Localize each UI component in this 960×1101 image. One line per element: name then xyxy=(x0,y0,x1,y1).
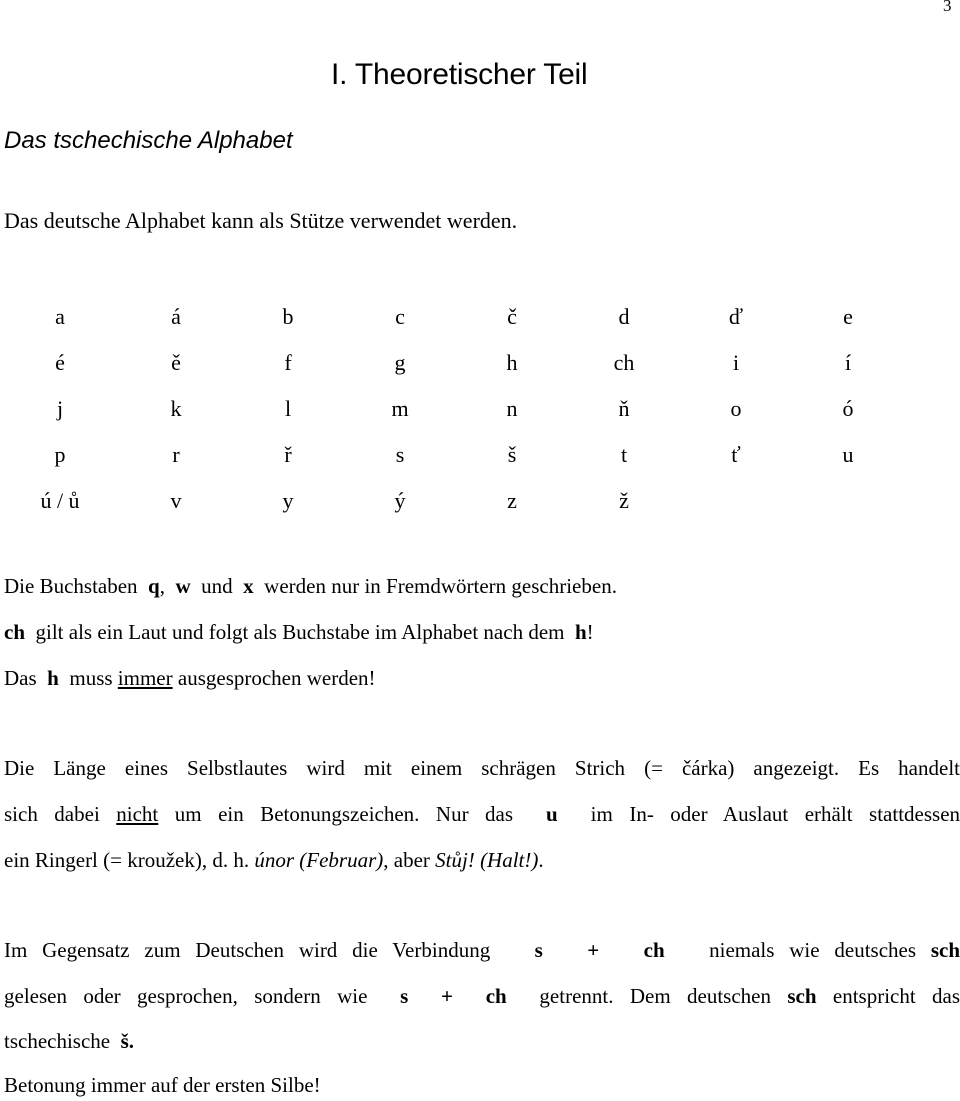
alphabet-letter: ú / ů xyxy=(40,488,80,513)
alphabet-letter: í xyxy=(844,350,852,375)
text: werden nur in Fremdwörtern geschrieben. xyxy=(264,574,617,598)
page-number: 3 xyxy=(943,0,952,15)
alphabet-letter: ch xyxy=(613,350,635,375)
letter-w: w xyxy=(175,574,191,598)
h-rule-line xyxy=(4,666,376,691)
intro-text: Das deutsche Alphabet kann als Stütze verwendet werden. xyxy=(4,208,518,233)
alphabet-row xyxy=(0,432,904,478)
alphabet-letter: h xyxy=(506,350,518,375)
alphabet-letter: v xyxy=(170,488,182,513)
letter-x: x xyxy=(243,574,254,598)
text: . xyxy=(538,848,544,872)
plus-sign: + xyxy=(441,984,453,1008)
letters-sch: sch xyxy=(930,938,960,962)
alphabet-letter: ý xyxy=(394,488,406,513)
alphabet-letter: á xyxy=(171,304,181,329)
alphabet-letter: f xyxy=(284,350,292,375)
alphabet-letter: ď xyxy=(728,304,744,329)
text: gelesen oder gesprochen, sondern wie xyxy=(4,984,368,1008)
alphabet-letter: a xyxy=(55,304,65,329)
text: um ein Betonungszeichen. Nur das xyxy=(174,802,514,826)
text: , xyxy=(159,574,165,598)
page-title: I. Theoretischer Teil xyxy=(331,58,588,91)
alphabet-letter: ž xyxy=(619,488,629,513)
alphabet-row xyxy=(0,340,904,386)
alphabet-letter: c xyxy=(395,304,405,329)
alphabet-letter: j xyxy=(56,396,64,421)
section-heading: Das tschechische Alphabet xyxy=(4,127,293,154)
alphabet-letter: l xyxy=(284,396,292,421)
text: sich dabei xyxy=(4,802,100,826)
underlined-word: nicht xyxy=(116,802,159,826)
text: getrennt. Dem deutschen xyxy=(539,984,771,1008)
text: Das xyxy=(4,666,37,690)
text: ein Ringerl (= kroužek), d. h. xyxy=(4,848,250,872)
alphabet-letter: o xyxy=(730,396,742,421)
alphabet-letter: i xyxy=(732,350,740,375)
text: ausgesprochen werden! xyxy=(177,666,376,690)
alphabet-letter: š xyxy=(507,442,517,467)
alphabet-letter: r xyxy=(172,442,180,467)
text: entspricht das xyxy=(832,984,960,1008)
alphabet-letter: m xyxy=(391,396,409,421)
letters-sch: sch xyxy=(787,984,817,1008)
text: Die Buchstaben xyxy=(4,574,138,598)
letter-ch: ch xyxy=(643,938,665,962)
alphabet-row xyxy=(0,478,904,524)
alphabet-letter: b xyxy=(282,304,294,329)
alphabet-letter: g xyxy=(394,350,406,375)
alphabet-letter: n xyxy=(506,396,518,421)
example-word: Stůj! (Halt!) xyxy=(435,848,539,872)
plus-sign: + xyxy=(587,938,600,962)
sch-rule-line-1 xyxy=(4,938,960,963)
letter-s: s xyxy=(534,938,543,962)
length-rule-line-1: Die Länge eines Selbstlautes wird mit einem schrägen Strich (= čárka) angezeigt. Es handelt xyxy=(4,756,960,780)
letter-q: q xyxy=(148,574,160,598)
alphabet-letter: č xyxy=(507,304,517,329)
alphabet-letter: d xyxy=(618,304,630,329)
letter-s: s xyxy=(400,984,409,1008)
example-word: únor (Februar) xyxy=(254,848,384,872)
alphabet-letter: ř xyxy=(284,442,292,467)
stress-rule: Betonung immer auf der ersten Silbe! xyxy=(4,1073,321,1097)
text: niemals wie deutsches xyxy=(709,938,917,962)
text: gilt als ein Laut und folgt als Buchstabe im Alphabet nach dem xyxy=(35,620,565,644)
letter-h: h xyxy=(574,620,587,644)
ch-rule-line xyxy=(4,620,594,645)
text: muss xyxy=(69,666,113,690)
length-rule-line-3 xyxy=(4,848,544,873)
alphabet-letter: y xyxy=(282,488,294,513)
underlined-word: immer xyxy=(117,666,173,690)
alphabet-letter: ň xyxy=(618,396,630,421)
alphabet-letter: ť xyxy=(731,442,741,467)
text: im In- oder Auslaut erhält stattdessen xyxy=(590,802,960,826)
text: , aber xyxy=(383,848,430,872)
alphabet-letter: ě xyxy=(171,350,181,375)
letter-h: h xyxy=(47,666,59,690)
alphabet-letter: u xyxy=(842,442,854,467)
alphabet-letter xyxy=(792,478,904,524)
letter-s-caron: š. xyxy=(120,1029,135,1053)
alphabet-letter: k xyxy=(170,396,182,421)
alphabet-letter: ó xyxy=(842,396,854,421)
letter-ch: ch xyxy=(4,620,25,644)
alphabet-table xyxy=(0,294,904,524)
alphabet-row xyxy=(0,386,904,432)
alphabet-letter xyxy=(680,478,792,524)
text: und xyxy=(201,574,233,598)
length-rule-line-2 xyxy=(4,802,960,827)
alphabet-letter: s xyxy=(395,442,405,467)
letter-u: u xyxy=(546,802,558,826)
text: ! xyxy=(586,620,594,644)
letter-ch: ch xyxy=(485,984,507,1008)
alphabet-row xyxy=(0,294,904,340)
alphabet-letter: t xyxy=(620,442,628,467)
alphabet-letter: é xyxy=(55,350,65,375)
alphabet-letter: p xyxy=(54,442,66,467)
foreign-letters-line xyxy=(4,574,617,599)
text: Im Gegensatz zum Deutschen wird die Verbindung xyxy=(4,938,491,962)
text: tschechische xyxy=(4,1029,111,1053)
sch-rule-line-2 xyxy=(4,984,960,1009)
sch-rule-line-3 xyxy=(4,1029,134,1054)
alphabet-letter: e xyxy=(843,304,853,329)
alphabet-letter: z xyxy=(507,488,517,513)
